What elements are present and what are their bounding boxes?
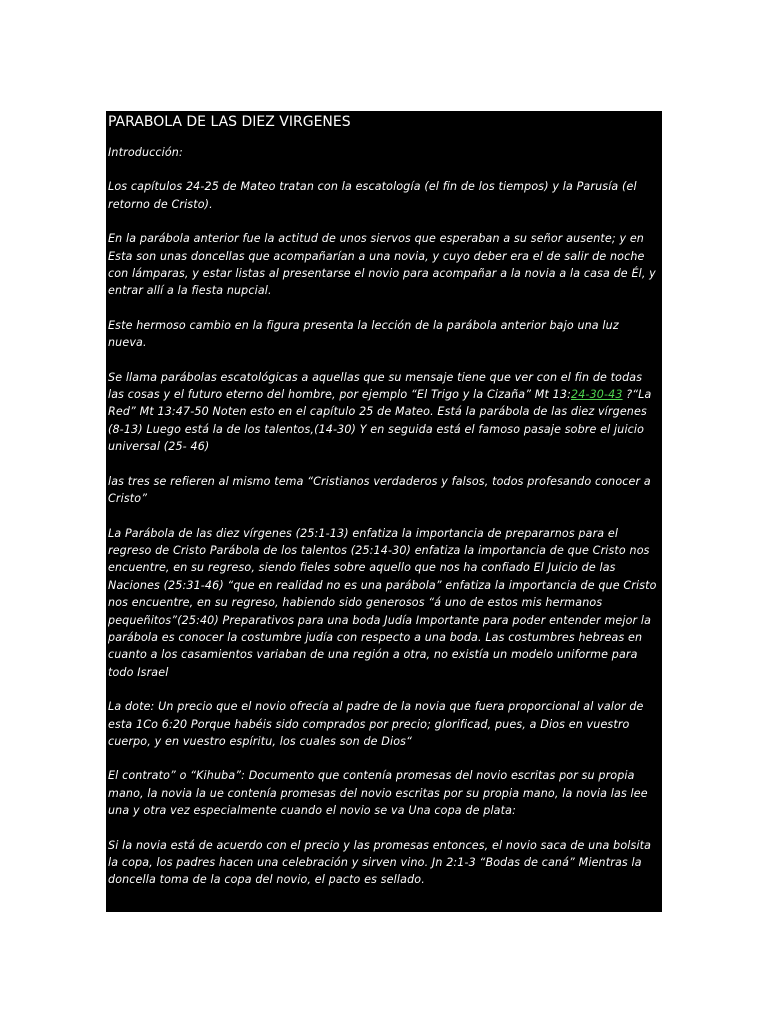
- paragraph-2: En la parábola anterior fue la actitud de unos siervos que esperaban a su señor ausente; y en Esta son unas doncellas que acompañarían a una novia, y cuyo deber era el de salir de noche con lámparas, y estar listas al presentarse el novio para acompañar a la novia a la casa de Él, y entrar allí a la fiesta nupcial.: [108, 232, 656, 298]
- document-page: [106, 111, 662, 912]
- paragraph-3: Este hermoso cambio en la figura presenta la lección de la parábola anterior bajo una luz nueva.: [108, 318, 619, 350]
- paragraph-9: Si la novia está de acuerdo con el precio y las promesas entonces, el novio saca de una bolsita la copa, los padres hacen una celebración y sirven vino. Jn 2:1-3 “Bodas de caná” Mientras la doncella toma de la copa del novio, el pacto es sellado.: [108, 838, 652, 887]
- scripture-link[interactable]: 24-30-43: [571, 388, 623, 402]
- document-title: PARABOLA DE LAS DIEZ VIRGENES: [108, 114, 351, 130]
- paragraph-6: La Parábola de las diez vírgenes (25:1-13) enfatiza la importancia de prepararnos para el regreso de Cristo Parábola de los talentos (25:14-30) enfatiza la importancia de que Cristo nos encuentre, en su regreso, siendo fieles sobre aquello que nos ha confiado El Juicio de las Naciones (25:31-46) “que en realidad no es una parábola” enfatiza la importancia de que Cristo nos encuentre, en su regreso, habiendo sido generosos “á uno de estos mis hermanos pequeñitos”(25:40) Preparativos para una boda Judía Importante para poder entender mejor la parábola es conocer la costumbre judía con respecto a una boda. Las costumbres hebreas en cuanto a los casamientos variaban de una región a otra, no existía un modelo uniforme para todo Israel: [108, 526, 657, 679]
- paragraph-1: Los capítulos 24-25 de Mateo tratan con la escatología (el fin de los tiempos) y la Parusía (el retorno de Cristo).: [108, 180, 637, 211]
- paragraph-8: El contrato” o “Kihuba”: Documento que contenía promesas del novio escritas por su propia mano, la novia la ue contenía promesas del novio escritas por su propia mano, la novia las lee una y otra vez especialmente cuando el novio se va Una copa de plata:: [108, 769, 648, 818]
- paragraph-7: La dote: Un precio que el novio ofrecía al padre de la novia que fuera proporcional al valor de esta 1Co 6:20 Porque habéis sido comprados por precio; glorificad, pues, a Dios en vuestro cuerpo, y en vuestro espíritu, los cuales son de Dios“: [108, 700, 644, 748]
- paragraph-5: las tres se refieren al mismo tema “Cristianos verdaderos y falsos, todos profesando conocer a Cristo”: [108, 474, 651, 506]
- paragraph-4-text-b: ?“La Red” Mt 13:47-50 Noten esto en el capítulo 25 de Mateo. Está la parábola de las diez vírgenes (8-13) Luego está la de los talentos,(14-30) Y en seguida está el famoso pasaje sobre el juicio universal (25- 46): [108, 388, 652, 454]
- paragraph-4: [108, 369, 659, 456]
- intro-heading: Introducción:: [108, 146, 183, 159]
- paragraph-4-text-a: Se llama parábolas escatológicas a aquellas que su mensaje tiene que ver con el fin de todas las cosas y el futuro eterno del hombre, por ejemplo “El Trigo y la Cizaña” Mt 13:: [108, 370, 643, 402]
